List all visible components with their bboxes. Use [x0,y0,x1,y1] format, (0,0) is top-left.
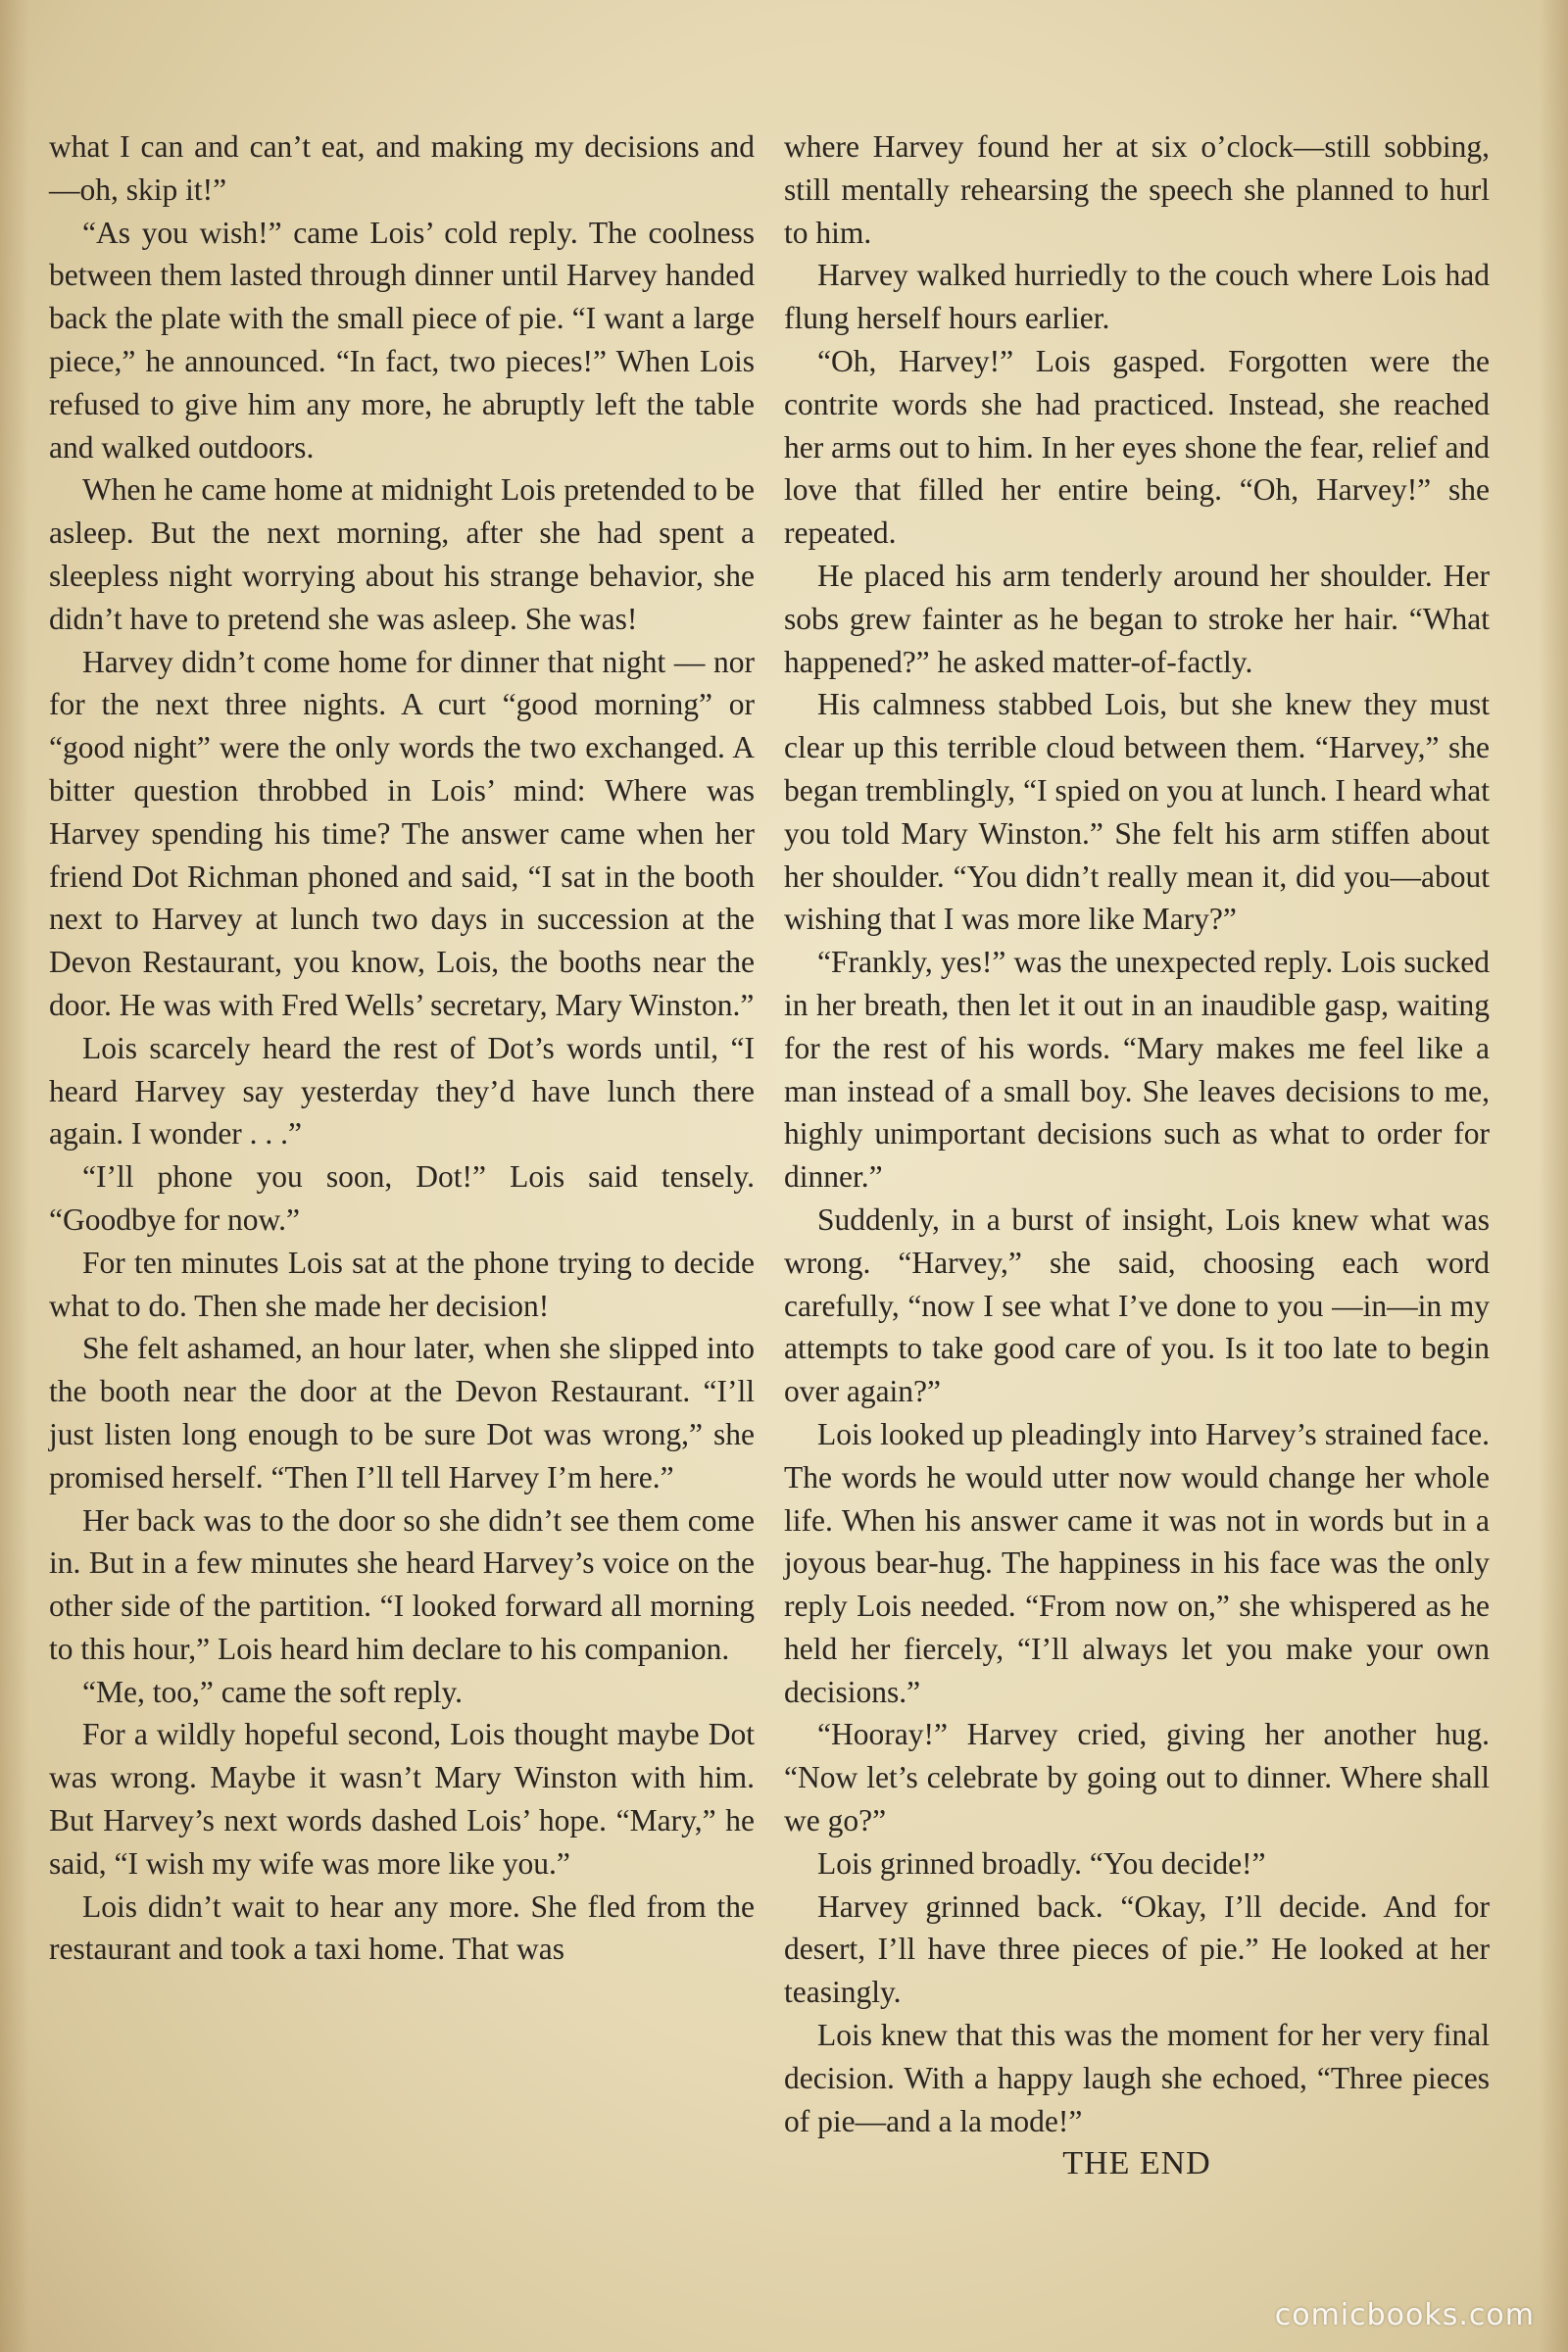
paragraph: what I can and can’t eat, and making my decisions and—oh, skip it!” [49,129,755,207]
paragraph: Lois looked up pleadingly into Harvey’s strained face. The words he would utter now would change her whole life. When his answer came it was not in words but in a joyous bear-hug. The happiness in his face was the only reply Lois needed. “From now on,” she whispered as he held her fiercely, “I’ll always let you make your own decisions.” [784,1416,1490,1709]
paragraph: “I’ll phone you soon, Dot!” Lois said tensely. “Goodbye for now.” [49,1159,755,1237]
paragraph: Lois knew that this was the moment for her very final decision. With a happy laugh she echoed, “Three pieces of pie—and a la mode!” [784,2018,1490,2138]
paragraph: He placed his arm tenderly around her shoulder. Her sobs grew fainter as he began to stroke her hair. “What happened?” he asked matter-of-factly. [784,558,1490,679]
paragraph: When he came home at midnight Lois pretended to be asleep. But the next morning, after she had spent a sleepless night worrying about his strange behavior, she didn’t have to pretend she was asleep. She was! [49,472,755,636]
paragraph: For ten minutes Lois sat at the phone trying to decide what to do. Then she made her decision! [49,1245,755,1323]
paragraph: Harvey walked hurriedly to the couch where Lois had flung herself hours earlier. [784,258,1490,336]
paragraph: Harvey grinned back. “Okay, I’ll decide. And for desert, I’ll have three pieces of pie.” He looked at her teasingly. [784,1888,1490,2010]
left-column [49,125,755,1971]
paragraph: “Me, too,” came the soft reply. [82,1674,464,1709]
paragraph: Her back was to the door so she didn’t see them come in. But in a few minutes she heard Harvey’s voice on the other side of the partition. “I looked forward all morning to this hour,” Lois heard him declare to his companion. [49,1502,755,1666]
paragraph: Suddenly, in a burst of insight, Lois knew what was wrong. “Harvey,” she said, choosing each word carefully, “now I see what I’ve done to you —in—in my attempts to take good care of you. Is it too late to begin over again?” [784,1201,1490,1409]
paragraph: Harvey didn’t come home for dinner that night — nor for the next three nights. A curt “good morning” or “good night” were the only words the two exchanged. A bitter question throbbed in Lois’ mind: Where was Harvey spending his time? The answer came when her friend Dot Richman phoned and said, “I sat in the booth next to Harvey at lunch two days in succession at the Devon Restaurant, you know, Lois, the booths near the door. He was with Fred Wells’ secretary, Mary Winston.” [49,644,755,1022]
paragraph: Lois didn’t wait to hear any more. She fled from the restaurant and took a taxi home. That was [49,1888,755,1967]
paragraph: Lois grinned broadly. “You decide!” [817,1845,1266,1881]
paragraph: where Harvey found her at six o’clock—still sobbing, still mentally rehearsing the speech she planned to hurl to him. [784,129,1490,250]
paper-edge-right [1539,0,1568,2352]
right-column [784,125,1490,2185]
paragraph: “As you wish!” came Lois’ cold reply. The coolness between them lasted through dinner until Harvey handed back the plate with the small piece of pie. “I want a large piece,” he announced. “In fact, two pieces!” When Lois refused to give him any more, he abruptly left the table and walked outdoors. [49,215,755,465]
paragraph: His calmness stabbed Lois, but she knew they must clear up this terrible cloud between them. “Harvey,” she began tremblingly, “I spied on you at lunch. I heard what you told Mary Winston.” She felt his arm stiffen about her shoulder. “You didn’t really mean it, did you—about wishing that I was more like Mary?” [784,687,1490,937]
the-end-label: THE END [1062,2145,1211,2182]
paragraph: For a wildly hopeful second, Lois thought maybe Dot was wrong. Maybe it wasn’t Mary Winston with him. But Harvey’s next words dashed Lois’ hope. “Mary,” he said, “I wish my wife was more like you.” [49,1717,755,1881]
paragraph: She felt ashamed, an hour later, when she slipped into the booth near the door at the Devon Restaurant. “I’ll just listen long enough to be sure Dot was wrong,” she promised herself. “Then I’ll tell Harvey I’m here.” [49,1331,755,1494]
watermark-label: comicbooks.com [1274,2298,1535,2332]
paper-edge-left [0,0,29,2352]
paragraph: “Hooray!” Harvey cried, giving her another hug. “Now let’s celebrate by going out to dinner. Where shall we go?” [784,1717,1490,1838]
paragraph: “Oh, Harvey!” Lois gasped. Forgotten were the contrite words she had practiced. Instead, she reached her arms out to him. In her eyes shone the fear, relief and love that filled her entire being. “Oh, Harvey!” she repeated. [784,343,1490,551]
paragraph: Lois scarcely heard the rest of Dot’s words until, “I heard Harvey say yesterday they’d have lunch there again. I wonder . . .” [49,1030,755,1152]
paragraph: “Frankly, yes!” was the unexpected reply. Lois sucked in her breath, then let it out in an inaudible gasp, waiting for the rest of his words. “Mary makes me feel like a man instead of a small boy. She leaves decisions to me, highly unimportant decisions such as what to order for dinner.” [784,945,1490,1195]
